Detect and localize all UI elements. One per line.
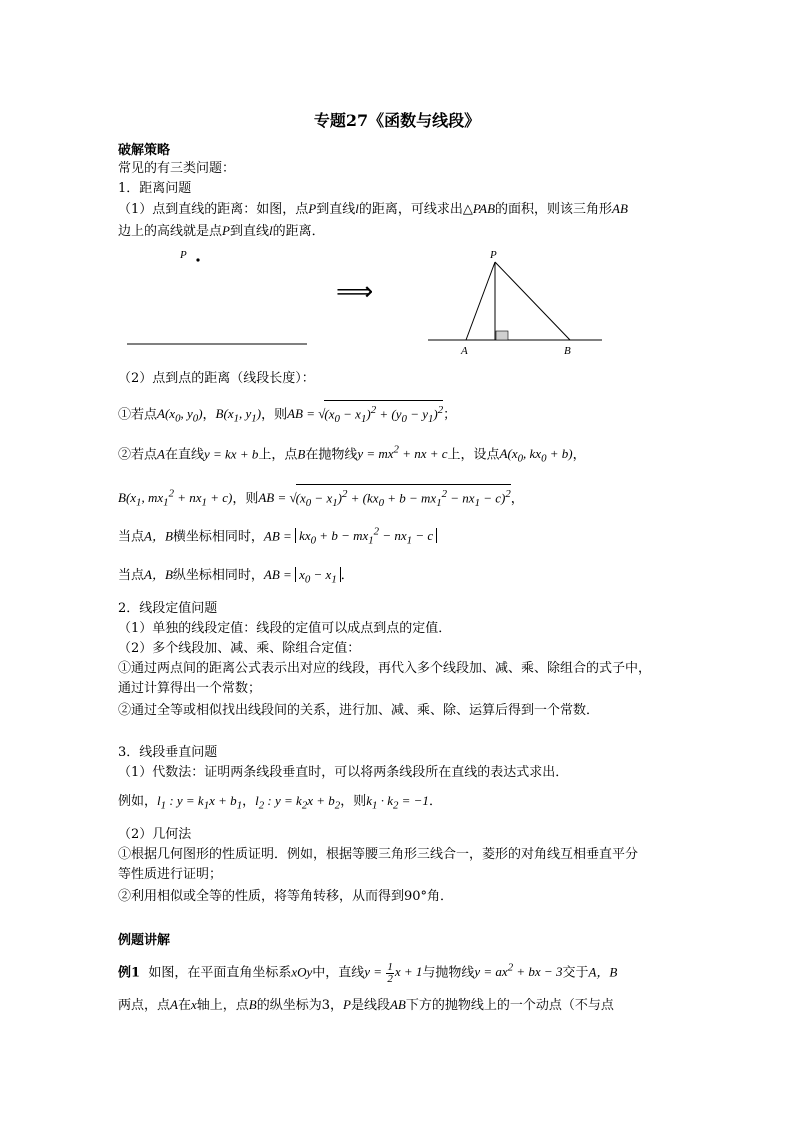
s1-case1: ①若点$A(x_0$, $y_0$)，$B(x_1$, $y_1$)，则AB = $√(x_0 - x_1)^2 + (y_0 - y_1)^2$； xyxy=(118,400,456,428)
s1-heading: 1．距离问题 xyxy=(118,181,192,196)
s2-line5: ②通过全等或相似找出线段间的关系，进行加、减、乘、除、运算后得到一个常数． xyxy=(118,703,600,718)
figure-edge-pa xyxy=(466,262,495,340)
s3-heading: 3．线段垂直问题 xyxy=(118,745,218,760)
s1-p1-line2: 边上的高线就是点P到直线l的距离． xyxy=(118,223,325,239)
section-heading-examples: 例题讲解 xyxy=(118,933,171,948)
s2-line3: ①通过两点间的距离公式表示出对应的线段，再代入多个线段加、减、乘、除组合的式子中， xyxy=(118,661,652,676)
s3-line4: ①根据几何图形的性质证明．例如，根据等腰三角形三线合一，菱形的对角线互相垂直平分 xyxy=(118,847,639,862)
s2-line4: 通过计算得出一个常数； xyxy=(118,681,262,696)
s2-line2: （2）多个线段加、减、乘、除组合定值： xyxy=(118,641,361,656)
figure-label-p: P xyxy=(490,249,497,261)
figure-label-p-left: P xyxy=(180,249,187,261)
s1-case3: 当点A，B横坐标相同时，AB = $kx_0 + b - mx_1^2 - nx_1 - c$ xyxy=(118,524,437,550)
figure-label-b: B xyxy=(564,345,571,357)
s1-p2: （2）点到点的距离（线段长度）： xyxy=(118,371,315,386)
s3-line5: 等性质进行证明； xyxy=(118,867,223,882)
s1-case2-line1: ②若点A在直线y = kx + b上，点B在抛物线$y = mx^2$ + nx + c上，设点$A(x_0$, $kx_0 + b$)， xyxy=(118,444,586,465)
s2-line1: （1）单独的线段定值：线段的定值可以成点到点的定值． xyxy=(118,621,452,636)
figure-point-p-left xyxy=(196,258,199,261)
figure-label-a: A xyxy=(461,345,468,357)
s1-p1-line1: （1）点到直线的距离：如图，点P到直线l的距离，可线求出△PAB的面积，则该三角形AB xyxy=(118,201,628,217)
figure-right-angle-mark xyxy=(496,331,508,340)
example1-line2: 两点，点A在x轴上，点B的纵坐标为3，P是线段AB下方的抛物线上的一个动点（不与点 xyxy=(118,997,614,1013)
example1-line1: 例1 如图，在平面直角坐标系xOy中，直线y = $\frac{1}{2}$ x + 1与抛物线$y = ax^2$ + bx − 3交于A，B xyxy=(118,960,618,985)
distance-figure xyxy=(110,244,610,359)
intro-text: 常见的有三类问题： xyxy=(118,161,236,176)
section-heading-strategy: 破解策略 xyxy=(118,143,171,158)
figure-arrow: ⟹ xyxy=(336,277,374,307)
s1-case2-line2: $B(x_1$, $mx_1^2 + nx_1 + c$)，则AB = $√(x_0 - x_1)^2 + (kx_0 + b - mx_1^2 - nx_1 - c)^2$， xyxy=(118,484,524,512)
s1-case4: 当点A，B纵坐标相同时，AB = $x_0 - x_1$ ． xyxy=(118,567,354,586)
page-title: 专题27《函数与线段》 xyxy=(313,111,481,130)
s3-line6: ②利用相似或全等的性质，将等角转移，从而得到90°角． xyxy=(118,889,454,904)
s3-line1: （1）代数法：证明两条线段垂直时，可以将两条线段所在直线的表达式求出． xyxy=(118,765,569,780)
s2-heading: 2．线段定值问题 xyxy=(118,601,218,616)
figure-edge-pb xyxy=(495,262,570,340)
s3-line2: 例如，$l_1$ : $y = k_1x + b_1$，$l_2$ : $y = k_2x + b_2$，则$k_1 \cdot k_2 = -1$． xyxy=(118,793,442,812)
s3-line3: （2）几何法 xyxy=(118,827,192,842)
